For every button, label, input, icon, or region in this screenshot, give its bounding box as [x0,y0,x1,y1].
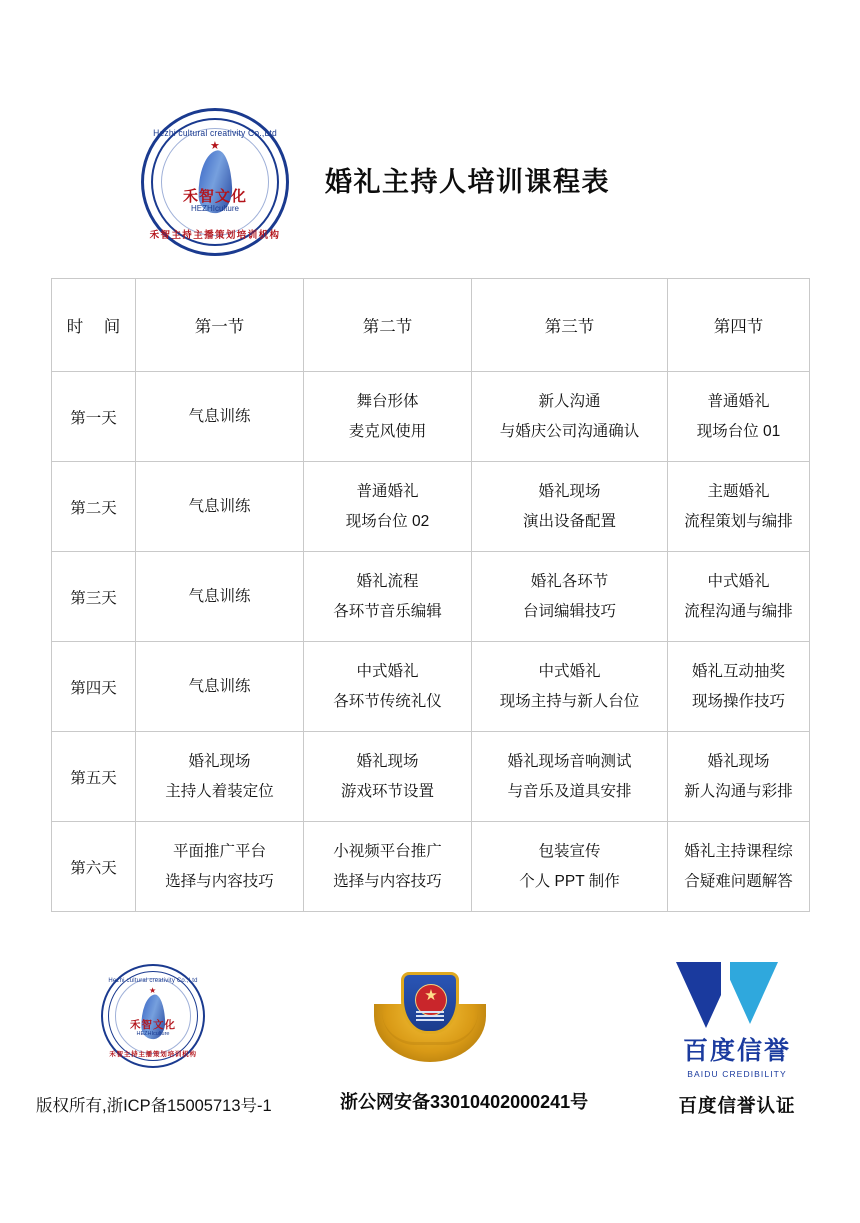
table-cell [668,552,810,642]
seal-business-scope-cn: 禾智主持主播策划培训机构 [149,230,281,241]
cell-line: 普通婚礼 [356,482,419,500]
table-cell [304,552,472,642]
cell-lines [472,659,667,714]
cell-line: 婚礼现场 [188,752,251,770]
cell-line: 选择与内容技巧 [333,873,442,890]
cell-line: 婚礼现场音响测试 [507,752,632,770]
cell-lines [304,839,471,894]
table-cell [472,732,668,822]
table-cell [668,732,810,822]
badge-bars [416,1011,444,1021]
cell-line: 演出设备配置 [522,513,616,530]
row-day-label: 第三天 [52,552,136,642]
cell-lines [472,569,667,624]
cell-line: 各环节传统礼仪 [333,693,442,710]
baidu-certification-label: 百度信誉认证 [678,1095,796,1116]
table-cell [472,372,668,462]
seal-english-arc-text: Hezhi cultural creativity Co.,Ltd [108,977,198,985]
seal-company-name-cn: 禾智文化 [130,1019,176,1031]
cell-lines [668,839,809,894]
table-cell [472,642,668,732]
table-cell [304,732,472,822]
table-cell [136,552,304,642]
table-cell [304,462,472,552]
cell-lines [668,569,809,624]
cell-lines [472,479,667,534]
schedule-table [51,278,810,912]
cell-line: 婚礼主持课程综 [684,842,793,860]
cell-lines [472,389,667,444]
page-title: 婚礼主持人培训课程表 [325,167,610,197]
baidu-credibility-badge [672,962,802,1118]
table-cell [136,372,304,462]
table-header-period-4: 第四节 [668,279,810,372]
table-header-time [52,279,136,372]
badge-shield [401,972,459,1034]
cell-line: 主持人着装定位 [165,783,274,800]
schedule-table-container [51,278,809,912]
cell-line: 台词编辑技巧 [522,603,616,620]
cell-line: 婚礼互动抽奖 [691,662,785,680]
baidu-v-icon [674,962,800,1028]
cell-lines [304,389,471,444]
cell-lines [136,749,303,804]
table-header-period-2: 第二节 [304,279,472,372]
seal-star-icon: ★ [149,986,157,995]
cell-line: 现场操作技巧 [691,693,785,710]
table-cell [136,732,304,822]
row-day-label: 第一天 [52,372,136,462]
seal-company-name-en: HEZHIculture [136,1031,170,1037]
cell-lines [668,749,809,804]
cell-line: 流程策划与编排 [684,513,793,530]
cell-line: 各环节音乐编辑 [333,603,442,620]
cell-line: 流程沟通与编排 [684,603,793,620]
seal-graphic-small [101,964,205,1068]
cell-line: 婚礼现场 [538,482,601,500]
table-cell [472,552,668,642]
row-day-label: 第四天 [52,642,136,732]
footer-company-seal-logo [101,964,205,1068]
cell-line: 气息训练 [188,587,251,605]
cell-lines [304,569,471,624]
table-cell [304,642,472,732]
cell-line: 合疑难问题解答 [684,873,793,890]
cell-line: 现场台位 02 [345,513,430,530]
cell-line: 气息训练 [188,497,251,515]
cell-line: 新人沟通与彩排 [684,783,793,800]
cell-line: 与音乐及道具安排 [507,783,632,800]
cell-line: 与婚庆公司沟通确认 [499,423,640,440]
table-row [52,372,810,462]
table-cell [668,372,810,462]
row-day-label: 第六天 [52,822,136,912]
seal-company-name-en: HEZHIculture [190,204,239,213]
table-cell [472,462,668,552]
cell-line: 包装宣传 [538,842,601,860]
cell-line: 婚礼现场 [356,752,419,770]
table-row [52,822,810,912]
document-footer [0,950,860,1150]
table-row [52,462,810,552]
cell-lines [472,839,667,894]
cell-line: 小视频平台推广 [333,842,442,860]
row-day-label: 第二天 [52,462,136,552]
cell-line: 婚礼流程 [356,572,419,590]
cell-line: 中式婚礼 [538,662,601,680]
cell-lines [136,674,303,699]
cell-line: 普通婚礼 [707,392,770,410]
table-cell [668,462,810,552]
cell-line: 个人 PPT 制作 [519,873,620,890]
baidu-name-cn: 百度信誉 [682,1037,791,1065]
cell-line: 婚礼现场 [707,752,770,770]
cell-lines [304,479,471,534]
cell-line: 气息训练 [188,407,251,425]
table-row [52,732,810,822]
cell-lines [668,389,809,444]
table-header-time-label: 时 间 [66,318,129,336]
table-cell [472,822,668,912]
cell-line: 现场台位 01 [696,423,781,440]
copyright-icp-text: 版权所有,浙ICP备15005713号-1 [36,1097,272,1115]
table-header-row [52,279,810,372]
seal-business-scope-cn: 禾智主持主播策划培训机构 [109,1051,197,1058]
table-cell [136,822,304,912]
cell-line: 麦克风使用 [348,423,427,440]
table-cell [668,642,810,732]
cell-lines [136,404,303,429]
cell-line: 气息训练 [188,677,251,695]
table-cell [136,462,304,552]
seal-company-name-cn: 禾智文化 [182,188,247,205]
cell-line: 选择与内容技巧 [165,873,274,890]
seal-english-arc-text: Hezhi cultural creativity Co.,Ltd [153,127,277,139]
table-cell [668,822,810,912]
seal-star-icon: ★ [210,140,220,152]
baidu-v-right [722,962,778,1024]
cell-lines [668,659,809,714]
cell-line: 现场主持与新人台位 [499,693,640,710]
police-record-text: 浙公网安备33010402000241号 [340,1092,589,1112]
cell-line: 舞台形体 [356,392,419,410]
cell-line: 新人沟通 [538,392,601,410]
cell-lines [136,839,303,894]
seal-graphic [141,108,289,256]
baidu-v-gap [721,962,730,1014]
table-header-period-1: 第一节 [136,279,304,372]
cell-lines [472,749,667,804]
cell-line: 平面推广平台 [172,842,266,860]
table-cell [136,642,304,732]
cell-line: 主题婚礼 [707,482,770,500]
cell-lines [668,479,809,534]
cell-line: 游戏环节设置 [340,783,434,800]
table-row [52,552,810,642]
baidu-name-en: BAIDU CREDIBILITY [687,1069,787,1079]
cell-lines [136,584,303,609]
table-cell [304,372,472,462]
company-seal-logo [141,108,289,256]
table-row [52,642,810,732]
cell-line: 中式婚礼 [707,572,770,590]
table-cell [304,822,472,912]
cell-lines [136,494,303,519]
row-day-label: 第五天 [52,732,136,822]
cell-lines [304,659,471,714]
table-header-period-3: 第三节 [472,279,668,372]
document-header [0,100,860,250]
police-badge-icon [374,970,486,1066]
cell-line: 婚礼各环节 [530,572,609,590]
cell-line: 中式婚礼 [356,662,419,680]
cell-lines [304,749,471,804]
